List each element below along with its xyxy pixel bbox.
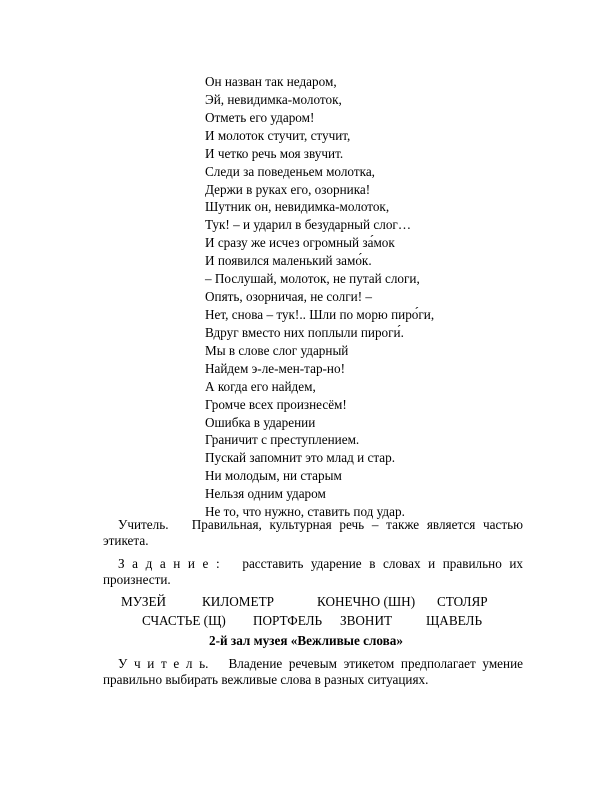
poem-line: Ни молодым, ни старым (205, 468, 342, 484)
stress-word: СЧАСТЬЕ (Щ) (142, 613, 226, 628)
poem-line: Он назван так недаром, (205, 74, 337, 89)
stress-word: КОНЕЧНО (ШН) (317, 594, 416, 609)
poem (205, 73, 505, 521)
poem-line: Опять, озорничая, не солги! – (205, 289, 373, 305)
poem-line: Нет, снова – тук!.. Шли по морю пиро́ги, (205, 306, 435, 322)
section-heading: 2-й зал музея «Вежливые слова» (209, 633, 403, 648)
task-label: З а д а н и е : (118, 556, 220, 571)
poem-line: И появился маленький замо́к. (205, 253, 372, 269)
poem-line: Граничит с преступлением. (205, 432, 360, 448)
teacher-text: Владение речевым этикетом предполагает умение правильно выбирать вежливые слова в разных ситуациях. (103, 656, 524, 687)
teacher-paragraph-1 (103, 517, 523, 549)
teacher-paragraph-2 (103, 656, 523, 688)
poem-line: Держи в руках его, озорника! (205, 181, 371, 197)
poem-line: И сразу же исчез огромный за́мок (205, 235, 395, 251)
poem-line: И четко речь моя звучит. (205, 145, 344, 161)
poem-line: Громче всех произнесём! (205, 396, 347, 412)
teacher-speaker: У ч и т е л ь. (118, 656, 209, 671)
task-paragraph (103, 556, 523, 588)
poem-line: Шутник он, невидимка-молоток, (205, 199, 390, 215)
poem-line: Эй, невидимка-молоток, (205, 91, 342, 107)
stress-word: СТОЛЯР (437, 594, 488, 609)
poem-line: Пускай запомнит это млад и стар. (205, 450, 395, 466)
poem-line: А когда его найдем, (205, 378, 316, 394)
poem-line: – Послушай, молоток, не путай слоги, (205, 271, 420, 287)
poem-line: Мы в слове слог ударный (205, 342, 349, 358)
poem-line: Нельзя одним ударом (205, 486, 326, 502)
poem-line: И молоток стучит, стучит, (205, 127, 351, 143)
stress-word: ПОРТФЕЛЬ (253, 613, 323, 628)
teacher-text: Правильная, культурная речь – также является частью этикета. (103, 517, 524, 548)
poem-line: Следи за поведеньем молотка, (205, 163, 375, 179)
poem-line: Вдруг вместо них поплыли пироги́. (205, 324, 404, 340)
task-text: расставить ударение в словах и правильно их произнести. (103, 556, 524, 587)
stress-word: КИЛОМЕТР (202, 594, 274, 609)
stress-word: ЩАВЕЛЬ (426, 613, 483, 628)
poem-line: Тук! – и ударил в безударный слог… (205, 217, 412, 233)
poem-line: Ошибка в ударении (205, 414, 316, 430)
stress-word: МУЗЕЙ (121, 594, 167, 609)
poem-line: Не то, что нужно, ставить под удар. (205, 504, 405, 520)
teacher-speaker: Учитель. (118, 517, 169, 532)
poem-line: Найдем э-ле-мен-тар-но! (205, 360, 345, 376)
poem-line: Отметь его ударом! (205, 109, 315, 125)
stress-word: ЗВОНИТ (340, 613, 393, 628)
